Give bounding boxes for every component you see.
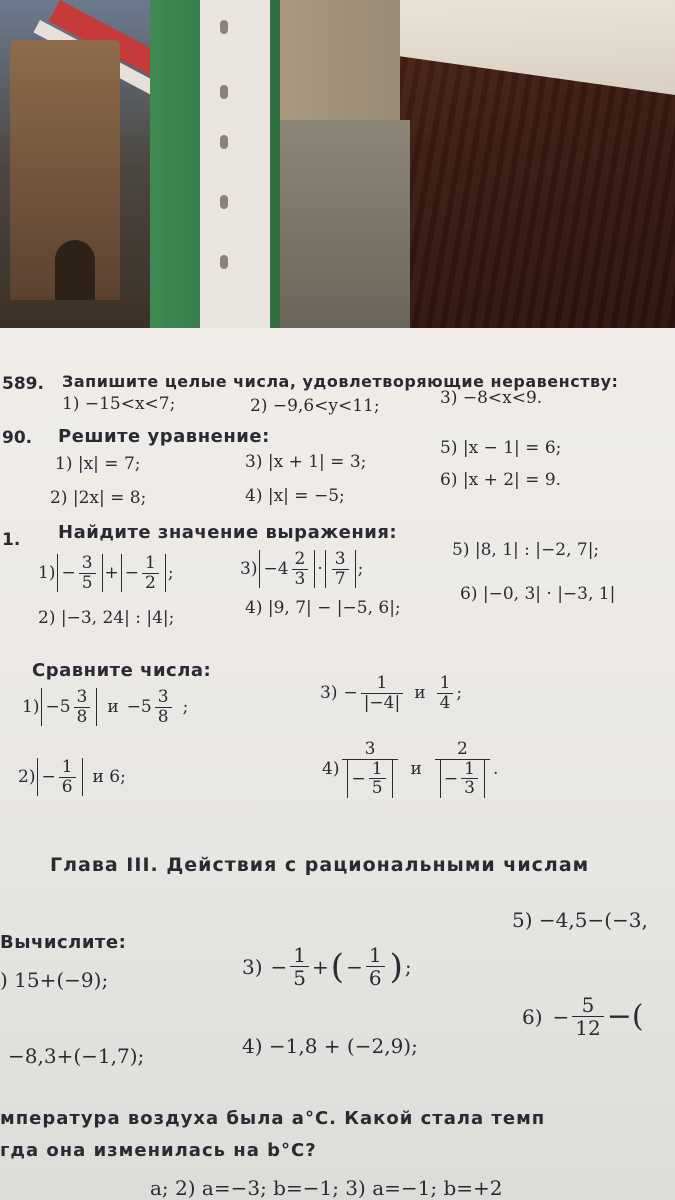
chapter-heading: Глава III. Действия с рациональными числам (50, 854, 590, 876)
notebook (0, 0, 400, 330)
right-paren: ) (389, 946, 403, 987)
tower-bridge-illustration (10, 40, 120, 300)
plus-sign: + (104, 562, 119, 583)
denominator: 3 (461, 778, 478, 798)
task-592-item-3 (320, 674, 462, 712)
minus-sign: − (343, 682, 358, 703)
task-589-item-2: 2) −9,6<y<11; (250, 396, 380, 416)
binder-hole (220, 195, 228, 209)
denominator: 5 (290, 966, 309, 989)
task-591-item-3 (240, 550, 363, 588)
fraction (435, 740, 490, 798)
semicolon: ; (182, 696, 189, 717)
denominator: 8 (155, 707, 172, 727)
fraction (142, 554, 159, 592)
grey-divider (280, 120, 410, 330)
semicolon: ; (404, 954, 412, 979)
semicolon: ; (456, 682, 463, 703)
absolute-value (41, 688, 97, 726)
whole-part: −5 (126, 696, 152, 717)
fraction (361, 674, 404, 712)
numerator: 3 (334, 549, 346, 569)
numerator: 1 (371, 758, 383, 779)
fraction (461, 760, 478, 798)
conjunction: и (410, 758, 422, 779)
task-591-item-5: 5) |8, 1| : |−2, 7|; (452, 540, 600, 560)
binder-hole (220, 20, 228, 34)
numerator: 3 (81, 553, 93, 573)
minus-sign: − (41, 766, 56, 787)
denominator: 8 (74, 707, 91, 727)
denominator: 5 (369, 778, 386, 798)
absolute-value (37, 758, 82, 796)
task-591-item-4: 4) |9, 7| − |−5, 6|; (245, 598, 401, 618)
notebook-cover (0, 0, 160, 330)
task-590-item-6: 6) |x + 2| = 9. (440, 470, 562, 490)
temp-task-line-2: гда она изменилась на b°С? (0, 1140, 317, 1161)
numerator: 2 (294, 549, 306, 569)
denominator (435, 759, 490, 798)
task-589-item-3: 3) −8<x<9. (440, 388, 543, 408)
calc-item-1: ) 15+(−9); (0, 968, 109, 992)
minus-sign: − (124, 562, 140, 583)
whole-part: −5 (45, 696, 71, 717)
denominator: 3 (292, 569, 309, 589)
period: . (492, 758, 499, 779)
item-label: 2) (18, 766, 36, 787)
item-label: 1) (38, 562, 56, 583)
temp-task-line-3: а; 2) а=−3; b=−1; 3) а=−1; b=+2 (150, 1176, 503, 1200)
fraction (74, 688, 91, 726)
task-592-item-2 (18, 758, 126, 796)
denominator: 6 (366, 966, 385, 989)
numerator: 1 (439, 673, 451, 693)
calc-item-5: 5) −4,5−(−3, (512, 908, 648, 932)
minus-sign: − (552, 1004, 570, 1029)
task-590-title: Решите уравнение: (58, 426, 270, 447)
task-590-item-2: 2) |2x| = 8; (50, 488, 147, 508)
numerator: 1 (145, 553, 156, 573)
multiply-dot: · (317, 558, 323, 579)
task-591-number: 1. (2, 530, 21, 550)
denominator: 7 (332, 569, 349, 589)
calc-item-6 (522, 994, 644, 1039)
fraction (292, 550, 309, 588)
minus-sign: − (443, 768, 459, 789)
numerator: 1 (61, 757, 73, 777)
expression-continuation: −( (606, 998, 644, 1034)
fraction (437, 674, 454, 712)
fraction (366, 944, 385, 989)
calc-item-2: −8,3+(−1,7); (8, 1044, 145, 1068)
fraction (342, 740, 397, 798)
task-592-title: Сравните числа: (32, 660, 212, 681)
item-label: 3) (320, 682, 338, 703)
numerator: 3 (364, 739, 376, 759)
absolute-value (259, 550, 315, 588)
numerator: 2 (457, 739, 468, 759)
denominator: 6 (59, 777, 76, 797)
item-label: 1) (22, 696, 40, 717)
task-590-item-4: 4) |x| = −5; (245, 486, 345, 506)
denominator: 5 (79, 573, 96, 593)
binder-hole (220, 135, 228, 149)
fraction (332, 550, 349, 588)
task-590-number: 90. (2, 428, 33, 448)
fraction (59, 758, 76, 796)
task-591-item-1 (38, 554, 174, 592)
minus-sign: − (270, 954, 288, 979)
denominator (342, 759, 397, 798)
task-592-item-4 (322, 740, 498, 798)
conjunction: и (414, 682, 426, 703)
minus-sign: − (351, 768, 366, 789)
plus-sign: + (312, 954, 329, 979)
task-589-number: 589. (2, 374, 44, 394)
task-591-title: Найдите значение выражения: (58, 522, 398, 543)
conjunction: и (107, 696, 119, 717)
minus-sign: − (61, 562, 76, 583)
calc-title: Вычислите: (0, 932, 127, 953)
notebook-page-edge (200, 0, 270, 330)
fraction (79, 554, 96, 592)
item-label: 4) (322, 758, 340, 779)
calc-item-4: 4) −1,8 + (−2,9); (242, 1034, 418, 1058)
fraction (369, 760, 386, 798)
numerator: 3 (157, 687, 169, 707)
semicolon: ; (167, 562, 174, 583)
tower-arch (55, 240, 95, 300)
photo-background (0, 0, 675, 340)
numerator: 1 (376, 673, 388, 693)
semicolon: ; (357, 558, 364, 579)
fraction (572, 994, 603, 1039)
binder-hole (220, 85, 228, 99)
task-591-item-2: 2) |−3, 24| : |4|; (38, 608, 175, 628)
temp-task-line-1: мпература воздуха была a°С. Какой стала темп (0, 1108, 546, 1129)
comparison-target: и 6; (92, 766, 126, 787)
item-label: 3) (240, 558, 258, 579)
task-589-item-1: 1) −15<x<7; (62, 394, 176, 414)
textbook-page (0, 328, 675, 1200)
denominator: 12 (572, 1016, 603, 1039)
numerator: 5 (581, 993, 595, 1017)
task-589-title: Запишите целые числа, удовлетворяющие неравенству: (62, 372, 619, 391)
task-590-item-3: 3) |x + 1| = 3; (245, 452, 367, 472)
item-label: 6) (522, 1004, 543, 1029)
absolute-value (121, 554, 166, 592)
left-paren: ( (330, 946, 345, 987)
task-590-item-5: 5) |x − 1| = 6; (440, 438, 562, 458)
task-590-item-1: 1) |x| = 7; (55, 454, 141, 474)
denominator: 2 (142, 573, 159, 593)
whole-part: −4 (263, 558, 289, 579)
binder-hole (220, 255, 228, 269)
calc-item-3 (242, 944, 412, 989)
denominator: 4 (437, 693, 454, 713)
item-label: 3) (242, 954, 263, 979)
numerator: 1 (293, 943, 307, 967)
absolute-value (347, 760, 392, 798)
absolute-value (325, 550, 356, 588)
numerator: 3 (76, 687, 88, 707)
minus-sign: − (346, 954, 363, 979)
numerator: 1 (464, 758, 475, 779)
numerator: 1 (368, 943, 382, 967)
absolute-value (440, 760, 485, 798)
fraction (155, 688, 172, 726)
absolute-value (57, 554, 102, 592)
task-592-item-1 (22, 688, 188, 726)
fraction (290, 944, 309, 989)
task-591-item-6: 6) |−0, 3| · |−3, 1| (460, 584, 616, 604)
denominator: |−4| (361, 693, 404, 713)
